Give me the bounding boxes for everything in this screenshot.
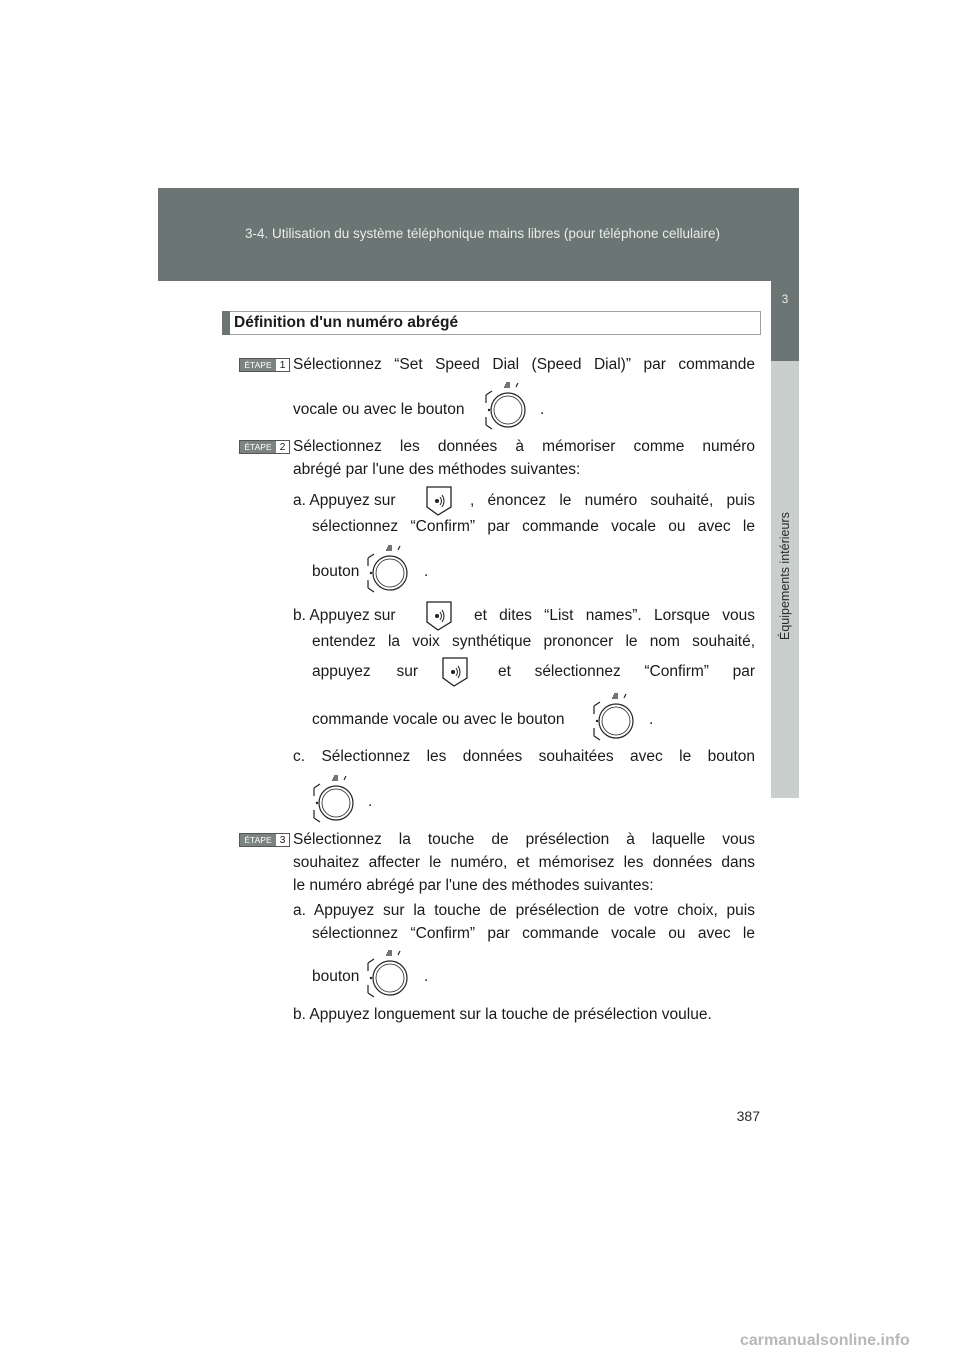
page-number: 387 xyxy=(736,1108,760,1124)
talk-switch-icon xyxy=(440,656,470,693)
step-3a-line-1: a. Appuyez sur la touche de présélection de votre choix, puis xyxy=(293,902,755,919)
step-2b-end: . xyxy=(649,711,654,728)
step-2b-line-4: commande vocale ou avec le bouton xyxy=(312,711,565,728)
step-3-line-3: le numéro abrégé par l'une des méthodes suivantes: xyxy=(293,877,654,894)
step-3a-end: . xyxy=(424,968,429,985)
step-2a-after-icon: , énoncez le numéro souhaité, puis xyxy=(470,492,755,509)
step-3-line-2: souhaitez affecter le numéro, et mémorisez les données dans xyxy=(293,854,755,871)
tune-select-knob-icon xyxy=(356,544,412,599)
step-3b-line-1: b. Appuyez longuement sur la touche de présélection voulue. xyxy=(293,1006,712,1023)
step-badge-label: ÉTAPE xyxy=(240,834,276,846)
step-2b-line-3a: appuyez sur xyxy=(312,663,418,680)
tune-select-knob-icon xyxy=(474,381,530,436)
step-3-line-1: Sélectionnez la touche de présélection à laquelle vous xyxy=(293,831,755,848)
step-badge-3 xyxy=(239,833,290,847)
step-badge-number: 3 xyxy=(276,834,289,846)
step-1-end: . xyxy=(540,401,545,418)
step-badge-label: ÉTAPE xyxy=(240,359,276,371)
step-2b-after-icon: et dites “List names”. Lorsque vous xyxy=(474,607,755,624)
step-3a-line-3: bouton xyxy=(312,968,360,985)
step-3a-line-2: sélectionnez “Confirm” par commande vocale ou avec le xyxy=(312,925,755,942)
step-2-line-2: abrégé par l'une des méthodes suivantes: xyxy=(293,461,581,478)
step-2a-line-2: sélectionnez “Confirm” par commande vocale ou avec le xyxy=(312,518,755,535)
chapter-title: 3-4. Utilisation du système téléphonique mains libres (pour téléphone cellulaire) xyxy=(245,226,721,241)
step-2a-prefix: a. Appuyez sur xyxy=(293,492,396,509)
watermark: carmanualsonline.info xyxy=(740,1332,910,1349)
step-2-line-1: Sélectionnez les données à mémoriser comme numéro xyxy=(293,438,755,455)
section-heading xyxy=(222,311,761,335)
step-badge-label: ÉTAPE xyxy=(240,441,276,453)
step-badge-2 xyxy=(239,440,290,454)
step-2b-line-2: entendez la voix synthétique prononcer le nom souhaité, xyxy=(312,633,755,650)
step-badge-1 xyxy=(239,358,290,372)
side-tab-label: Équipements intérieurs xyxy=(778,512,792,640)
tune-select-knob-icon xyxy=(302,774,358,829)
step-badge-number: 1 xyxy=(276,359,289,371)
section-accent xyxy=(222,311,230,335)
step-2c-end: . xyxy=(368,793,373,810)
tune-select-knob-icon xyxy=(356,949,412,1004)
step-2a-end: . xyxy=(424,563,429,580)
step-2b-prefix: b. Appuyez sur xyxy=(293,607,396,624)
side-tab-number: 3 xyxy=(781,292,789,306)
step-2a-line-3: bouton xyxy=(312,563,360,580)
tune-select-knob-icon xyxy=(582,692,638,747)
step-2c-line-1: c. Sélectionnez les données souhaitées avec le bouton xyxy=(293,748,755,765)
section-title: Définition d'un numéro abrégé xyxy=(234,314,459,331)
step-1-line-2: vocale ou avec le bouton xyxy=(293,401,465,418)
step-badge-number: 2 xyxy=(276,441,289,453)
step-2b-line-3b: et sélectionnez “Confirm” par xyxy=(498,663,755,680)
step-1-line-1: Sélectionnez “Set Speed Dial (Speed Dial)” par commande xyxy=(293,356,755,373)
